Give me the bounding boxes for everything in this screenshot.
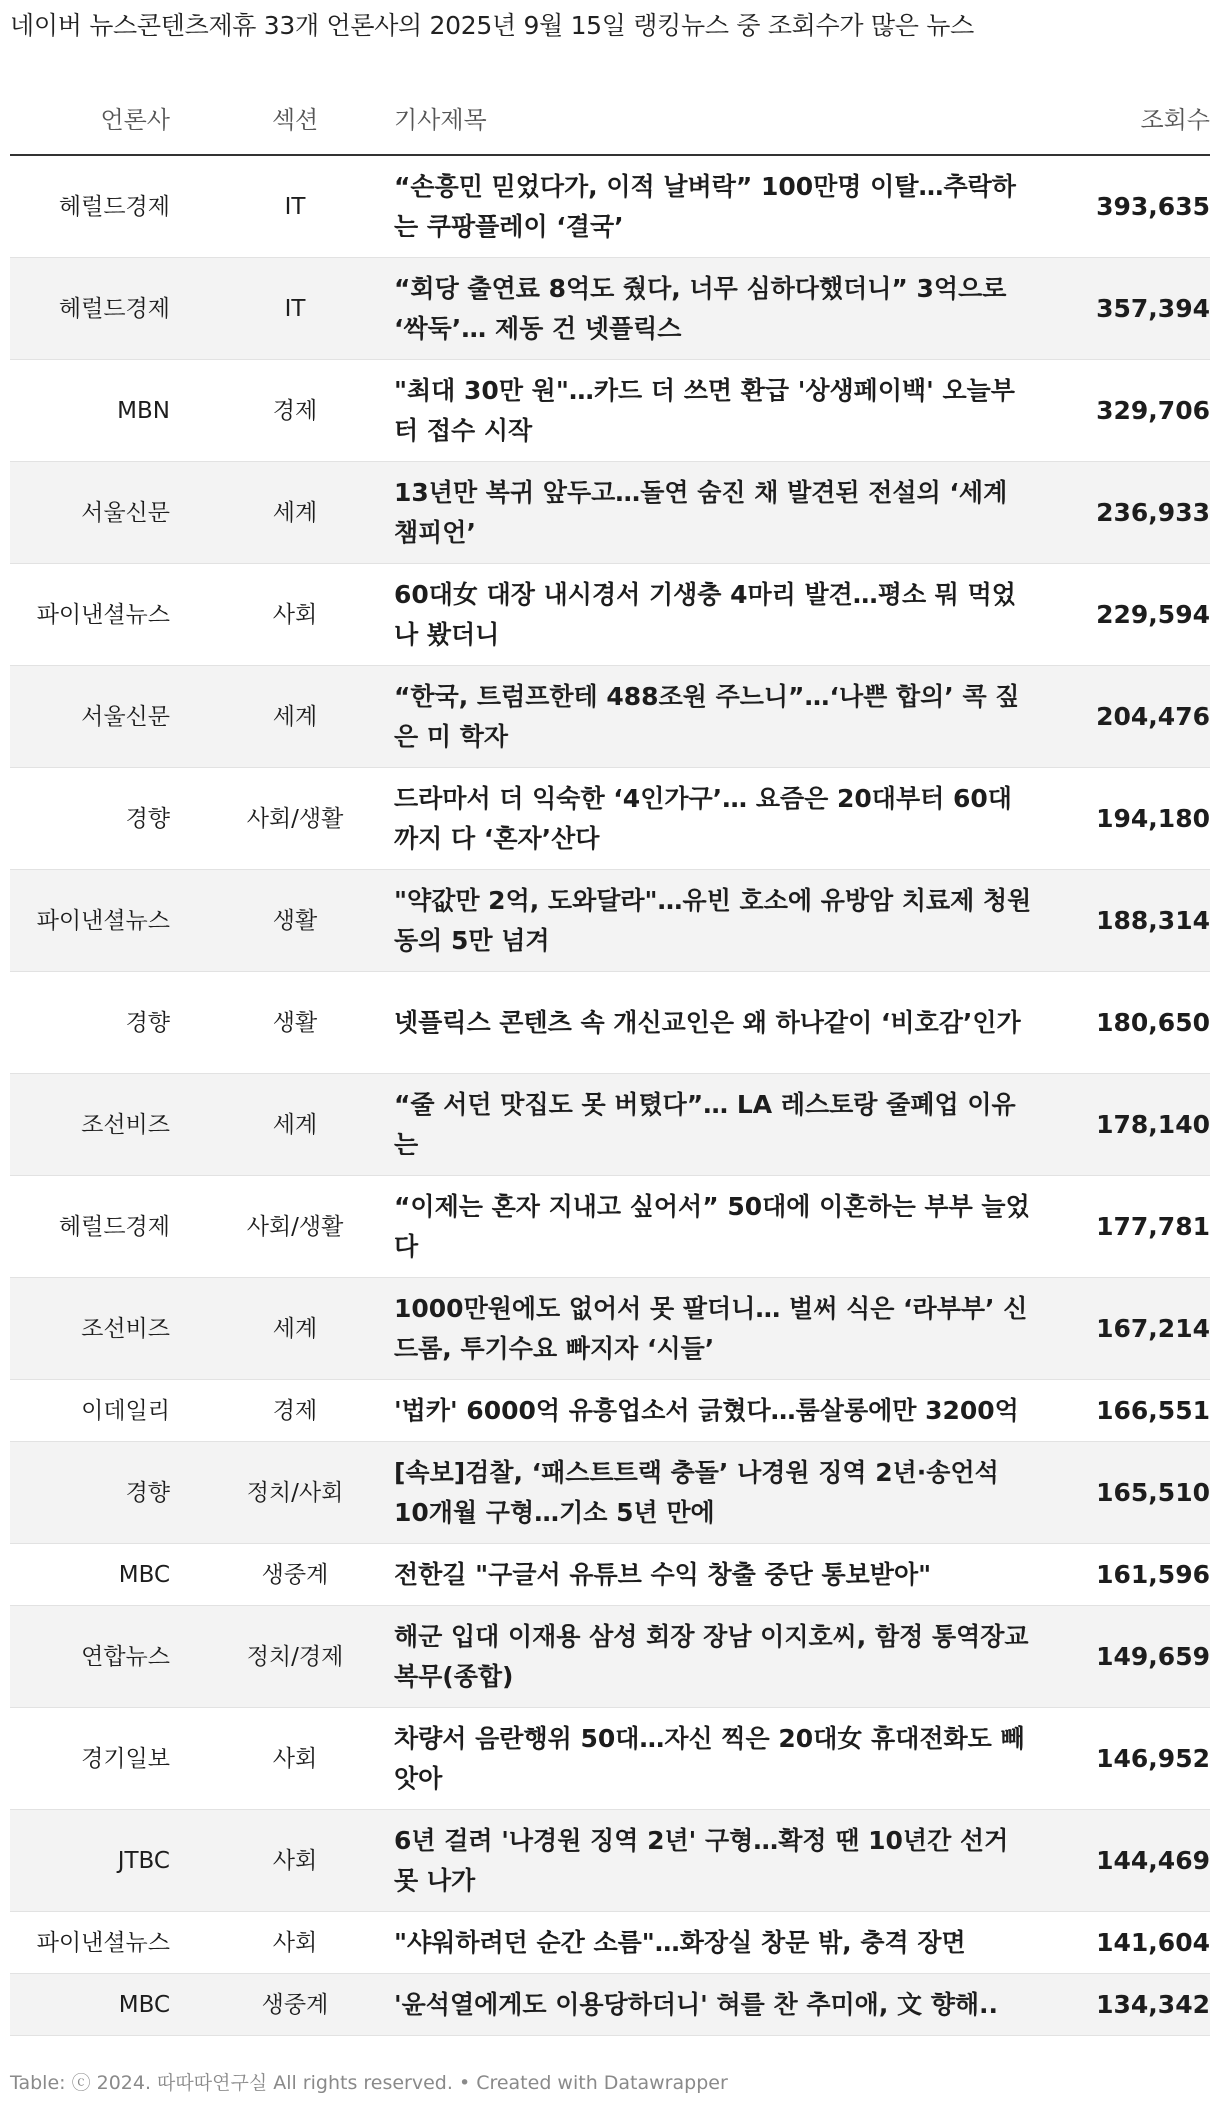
table-row: [10, 1176, 1210, 1278]
cell-title: [394, 1606, 1034, 1707]
table-title: 네이버 뉴스콘텐츠제휴 33개 언론사의 2025년 9월 15일 랭킹뉴스 중 조회수가 많은 뉴스: [10, 11, 974, 40]
table-row: [10, 564, 1210, 666]
cell-publisher: [10, 1708, 170, 1809]
cell-title: [394, 564, 1034, 665]
cell-publisher-text: 헤럴드경제: [58, 193, 170, 220]
cell-views: [1030, 1708, 1210, 1809]
cell-views: [1030, 1810, 1210, 1911]
cell-publisher: [10, 462, 170, 563]
cell-publisher-text: 연합뉴스: [81, 1643, 170, 1670]
cell-views: [1030, 1380, 1210, 1441]
table-row: [10, 1708, 1210, 1810]
table-row: [10, 1606, 1210, 1708]
cell-section: [220, 258, 370, 359]
cell-section: [220, 666, 370, 767]
cell-title-text: 60대女 대장 내시경서 기생충 4마리 발견…평소 뭐 먹었나 봤더니: [394, 579, 1016, 649]
cell-views: [1030, 1074, 1210, 1175]
cell-publisher-text: 조선비즈: [81, 1111, 170, 1138]
cell-section: [220, 1176, 370, 1277]
cell-title: [394, 1974, 1034, 2035]
cell-publisher: [10, 768, 170, 869]
cell-views-text: 178,140: [1096, 1109, 1210, 1139]
cell-publisher: [10, 1606, 170, 1707]
cell-title-text: “회당 출연료 8억도 줬다, 너무 심하다했더니” 3억으로 ‘싹둑’… 제동 건 넷플릭스: [394, 273, 1007, 343]
cell-title-text: “이제는 혼자 지내고 싶어서” 50대에 이혼하는 부부 늘었다: [394, 1191, 1030, 1261]
cell-section-text: IT: [284, 295, 306, 322]
cell-views: [1030, 1442, 1210, 1543]
table-row: [10, 1544, 1210, 1606]
table-row: [10, 1278, 1210, 1380]
cell-title-text: 전한길 "구글서 유튜브 수익 창출 중단 통보받아": [394, 1559, 932, 1589]
cell-views: [1030, 462, 1210, 563]
cell-views: [1030, 1278, 1210, 1379]
cell-section-text: 사회/생활: [246, 1213, 344, 1240]
cell-title-text: "샤워하려던 순간 소름"…화장실 창문 밖, 충격 장면: [394, 1927, 966, 1957]
table-footer: Table: ⓒ 2024. 따따따연구실 All rights reserved. • Created with Datawrapper: [10, 2072, 728, 2094]
cell-section: [220, 1606, 370, 1707]
cell-publisher-text: 서울신문: [81, 703, 170, 730]
cell-section: [220, 1442, 370, 1543]
cell-title: [394, 870, 1034, 971]
cell-section: [220, 768, 370, 869]
cell-views: [1030, 1544, 1210, 1605]
table-header: [10, 86, 1210, 156]
cell-section: [220, 1278, 370, 1379]
cell-publisher: [10, 1810, 170, 1911]
cell-title: [394, 1708, 1034, 1809]
cell-views: [1030, 972, 1210, 1073]
cell-section: [220, 1974, 370, 2035]
cell-publisher: [10, 1176, 170, 1277]
cell-section: [220, 972, 370, 1073]
table-row: [10, 1074, 1210, 1176]
column-header-title[interactable]: 기사제목: [394, 106, 487, 134]
cell-publisher-text: MBC: [118, 1991, 170, 2018]
cell-views-text: 144,469: [1096, 1845, 1210, 1875]
cell-publisher-text: MBC: [118, 1561, 170, 1588]
cell-views: [1030, 768, 1210, 869]
cell-publisher: [10, 666, 170, 767]
cell-views-text: 141,604: [1096, 1927, 1210, 1957]
cell-views: [1030, 1912, 1210, 1973]
cell-title: [394, 360, 1034, 461]
cell-publisher-text: 서울신문: [81, 499, 170, 526]
column-header-section[interactable]: 섹션: [271, 106, 319, 134]
cell-views-text: 134,342: [1096, 1989, 1210, 2019]
cell-views-text: 161,596: [1096, 1559, 1210, 1589]
cell-section-text: 사회: [272, 1745, 318, 1772]
cell-views-text: 393,635: [1096, 191, 1210, 221]
cell-section-text: 사회/생활: [246, 805, 344, 832]
cell-section-text: 사회: [272, 1929, 318, 1956]
cell-title: [394, 1176, 1034, 1277]
table-row: [10, 1974, 1210, 2036]
cell-section-text: IT: [284, 193, 306, 220]
cell-publisher: [10, 1380, 170, 1441]
cell-title-text: 드라마서 더 익숙한 ‘4인가구’… 요즘은 20대부터 60대까지 다 ‘혼자’산다: [394, 783, 1012, 853]
cell-title: [394, 1912, 1034, 1973]
cell-publisher: [10, 564, 170, 665]
cell-publisher-text: 조선비즈: [81, 1315, 170, 1342]
column-header-views[interactable]: 조회수: [1140, 106, 1210, 134]
table-row: [10, 1442, 1210, 1544]
cell-section: [220, 1074, 370, 1175]
cell-section-text: 생중계: [261, 1561, 329, 1588]
cell-section-text: 경제: [272, 1397, 318, 1424]
cell-title-text: “줄 서던 맛집도 못 버텼다”… LA 레스토랑 줄폐업 이유는: [394, 1089, 1016, 1159]
cell-publisher: [10, 258, 170, 359]
cell-views-text: 165,510: [1096, 1477, 1210, 1507]
cell-publisher-text: 헤럴드경제: [58, 295, 170, 322]
cell-views: [1030, 1606, 1210, 1707]
cell-title-text: 13년만 복귀 앞두고…돌연 숨진 채 발견된 전설의 ‘세계 챔피언’: [394, 477, 1008, 547]
cell-section-text: 세계: [272, 1111, 318, 1138]
cell-views: [1030, 564, 1210, 665]
cell-title: [394, 666, 1034, 767]
cell-section-text: 세계: [272, 499, 318, 526]
cell-publisher-text: 파이낸셜뉴스: [36, 1929, 170, 1956]
table-row: [10, 666, 1210, 768]
cell-views-text: 149,659: [1096, 1641, 1210, 1671]
cell-publisher: [10, 870, 170, 971]
cell-views-text: 229,594: [1096, 599, 1210, 629]
cell-publisher: [10, 1912, 170, 1973]
cell-publisher: [10, 1278, 170, 1379]
cell-section-text: 사회: [272, 601, 318, 628]
cell-publisher-text: 파이낸셜뉴스: [36, 907, 170, 934]
cell-title: [394, 768, 1034, 869]
cell-title: [394, 1810, 1034, 1911]
cell-publisher: [10, 1074, 170, 1175]
cell-views-text: 194,180: [1096, 803, 1210, 833]
cell-section: [220, 1810, 370, 1911]
cell-section: [220, 1544, 370, 1605]
cell-publisher-text: 경기일보: [81, 1745, 170, 1772]
cell-publisher: [10, 1974, 170, 2035]
cell-views: [1030, 360, 1210, 461]
cell-title-text: [속보]검찰, ‘패스트트랙 충돌’ 나경원 징역 2년·송언석 10개월 구형…기소 5년 만에: [394, 1457, 999, 1527]
cell-title: [394, 156, 1034, 257]
cell-title-text: '윤석열에게도 이용당하더니' 혀를 찬 추미애, 文 향해..: [394, 1989, 999, 2019]
cell-publisher: [10, 972, 170, 1073]
cell-title-text: "약값만 2억, 도와달라"…유빈 호소에 유방암 치료제 청원 동의 5만 넘겨: [394, 885, 1032, 955]
cell-title-text: “손흥민 믿었다가, 이적 날벼락” 100만명 이탈…추락하는 쿠팡플레이 ‘결국’: [394, 171, 1016, 241]
table-row: [10, 768, 1210, 870]
table-row: [10, 1810, 1210, 1912]
cell-views: [1030, 1176, 1210, 1277]
table-row: [10, 1380, 1210, 1442]
cell-title: [394, 1442, 1034, 1543]
cell-views-text: 167,214: [1096, 1313, 1210, 1343]
cell-section-text: 세계: [272, 703, 318, 730]
cell-views: [1030, 666, 1210, 767]
cell-section: [220, 156, 370, 257]
cell-views-text: 329,706: [1096, 395, 1210, 425]
cell-publisher-text: JTBC: [117, 1847, 170, 1874]
cell-publisher: [10, 360, 170, 461]
cell-views-text: 146,952: [1096, 1743, 1210, 1773]
cell-title: [394, 1544, 1034, 1605]
cell-views-text: 188,314: [1096, 905, 1210, 935]
cell-views-text: 357,394: [1096, 293, 1210, 323]
cell-section-text: 세계: [272, 1315, 318, 1342]
cell-section: [220, 1380, 370, 1441]
cell-views-text: 204,476: [1096, 701, 1210, 731]
cell-title-text: “한국, 트럼프한테 488조원 주느니”…‘나쁜 합의’ 콕 짚은 미 학자: [394, 681, 1020, 751]
cell-title-text: 6년 걸려 '나경원 징역 2년' 구형…확정 땐 10년간 선거 못 나가: [394, 1825, 1009, 1895]
cell-views-text: 236,933: [1096, 497, 1210, 527]
table-body: [10, 156, 1210, 2036]
table-row: [10, 972, 1210, 1074]
cell-title: [394, 1278, 1034, 1379]
cell-views-text: 180,650: [1096, 1007, 1210, 1037]
cell-section-text: 생중계: [261, 1991, 329, 2018]
cell-views: [1030, 870, 1210, 971]
table-row: [10, 258, 1210, 360]
cell-section-text: 경제: [272, 397, 318, 424]
cell-section-text: 생활: [272, 1009, 318, 1036]
cell-section-text: 사회: [272, 1847, 318, 1874]
cell-publisher-text: 경향: [125, 1479, 170, 1506]
table-row: [10, 156, 1210, 258]
table-row: [10, 870, 1210, 972]
cell-publisher: [10, 1544, 170, 1605]
cell-title-text: "최대 30만 원"…카드 더 쓰면 환급 '상생페이백' 오늘부터 접수 시작: [394, 375, 1015, 445]
table-row: [10, 1912, 1210, 1974]
cell-title-text: 차량서 음란행위 50대…자신 찍은 20대女 휴대전화도 빼앗아: [394, 1723, 1025, 1793]
cell-title: [394, 972, 1034, 1073]
cell-views-text: 166,551: [1096, 1395, 1210, 1425]
cell-publisher-text: 이데일리: [81, 1397, 170, 1424]
cell-section-text: 정치/경제: [246, 1643, 344, 1670]
cell-publisher-text: 헤럴드경제: [58, 1213, 170, 1240]
cell-section-text: 생활: [272, 907, 318, 934]
cell-section: [220, 1708, 370, 1809]
cell-title: [394, 462, 1034, 563]
cell-publisher-text: 파이낸셜뉴스: [36, 601, 170, 628]
cell-views: [1030, 258, 1210, 359]
cell-publisher: [10, 1442, 170, 1543]
cell-title-text: '법카' 6000억 유흥업소서 긁혔다…룸살롱에만 3200억: [394, 1395, 1019, 1425]
cell-title: [394, 258, 1034, 359]
cell-publisher-text: MBN: [117, 397, 170, 424]
cell-views: [1030, 1974, 1210, 2035]
cell-section: [220, 1912, 370, 1973]
cell-section: [220, 462, 370, 563]
cell-title-text: 넷플릭스 콘텐츠 속 개신교인은 왜 하나같이 ‘비호감’인가: [394, 1007, 1021, 1037]
cell-section: [220, 564, 370, 665]
cell-publisher: [10, 156, 170, 257]
cell-title: [394, 1074, 1034, 1175]
cell-section: [220, 870, 370, 971]
cell-title: [394, 1380, 1034, 1441]
cell-publisher-text: 경향: [125, 805, 170, 832]
cell-section: [220, 360, 370, 461]
table-row: [10, 462, 1210, 564]
cell-section-text: 정치/사회: [246, 1479, 344, 1506]
cell-title-text: 1000만원에도 없어서 못 팔더니… 벌써 식은 ‘라부부’ 신드롬, 투기수요 빠지자 ‘시들’: [394, 1293, 1028, 1363]
cell-views-text: 177,781: [1096, 1211, 1210, 1241]
cell-title-text: 해군 입대 이재용 삼성 회장 장남 이지호씨, 함정 통역장교 복무(종합): [394, 1621, 1029, 1691]
cell-views: [1030, 156, 1210, 257]
column-header-publisher[interactable]: 언론사: [100, 106, 170, 134]
cell-publisher-text: 경향: [125, 1009, 170, 1036]
table-row: [10, 360, 1210, 462]
